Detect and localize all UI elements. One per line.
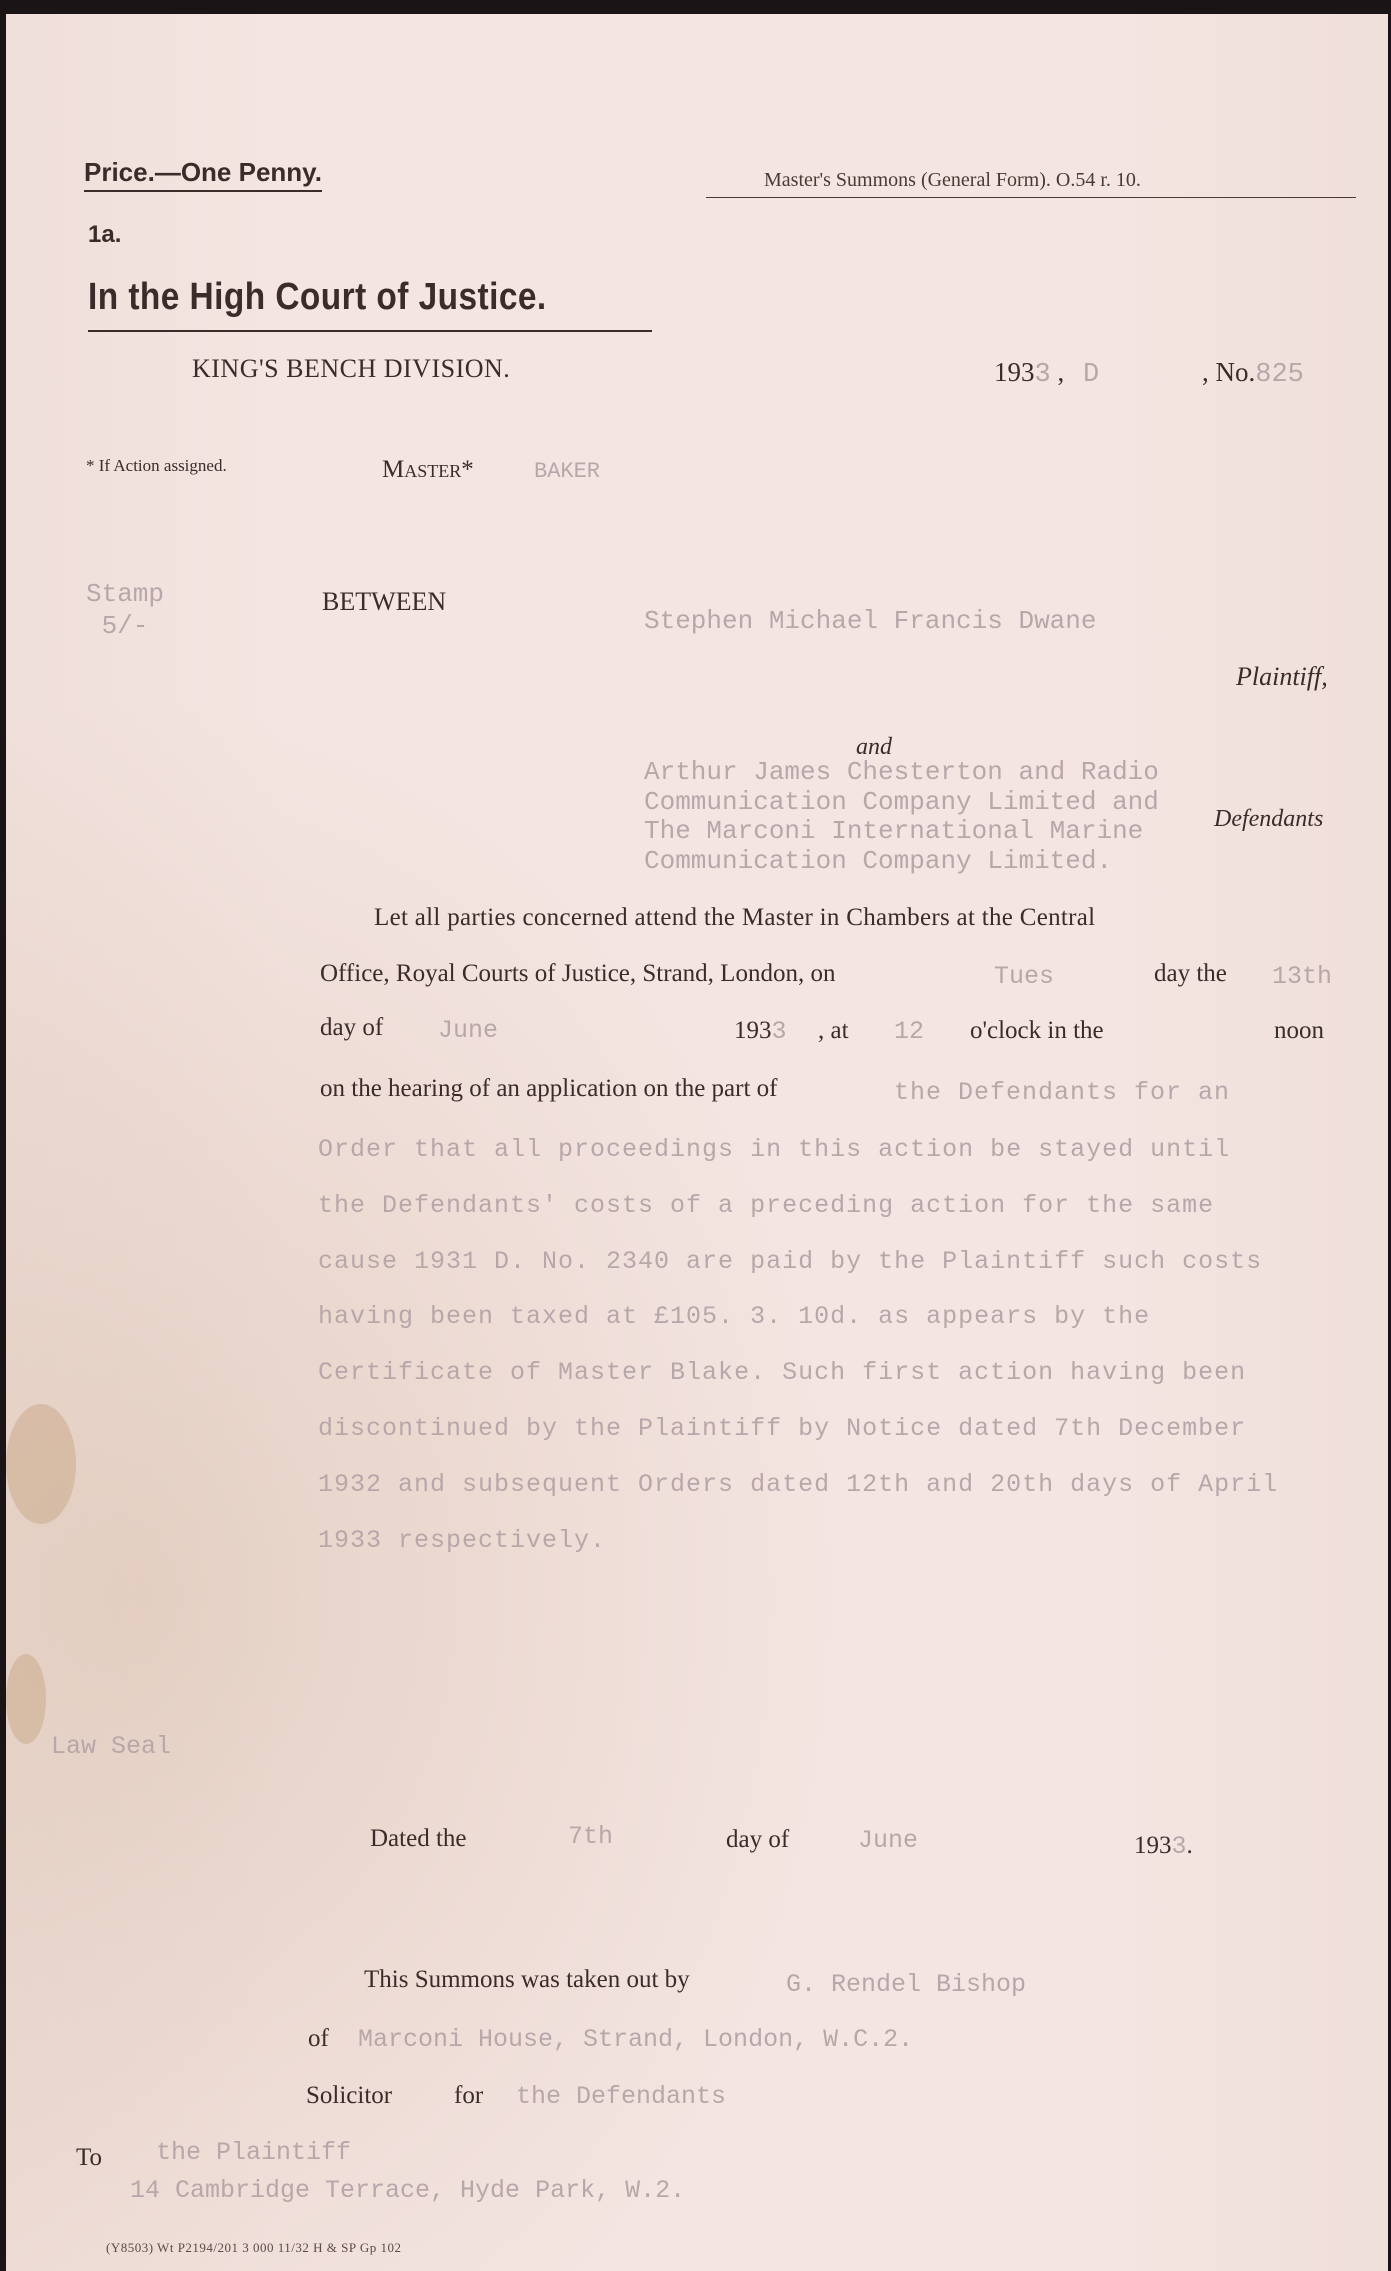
water-stain (6, 1654, 46, 1744)
dated-month-fill: June (858, 1826, 919, 1855)
solicitor-label: Solicitor (306, 2082, 393, 2109)
for-label: for (454, 2082, 484, 2109)
stamp-fee (86, 578, 164, 642)
case-letter-fill: D (1082, 360, 1100, 390)
application-line: Certificate of Master Blake. Such first action having been (318, 1358, 1247, 1388)
hour-fill: 12 (894, 1017, 925, 1046)
dated-year-fill: 3 (1171, 1832, 1187, 1861)
case-year (994, 357, 1099, 390)
to-fill-line-1: the Plaintiff (156, 2138, 352, 2167)
oclock-label: o'clock in the (970, 1017, 1104, 1044)
application-line: Order that all proceedings in this action be stayed until (318, 1135, 1231, 1164)
dated-label: Dated the (370, 1825, 467, 1852)
date-fill: 13th (1272, 962, 1333, 991)
case-comma: , (1057, 357, 1065, 387)
month-fill: June (438, 1016, 499, 1045)
case-year-prefix: 193 (994, 357, 1035, 387)
case-year-fill: 3 (1034, 360, 1051, 390)
application-line: cause 1931 D. No. 2340 are paid by the Plaintiff such costs (318, 1246, 1263, 1276)
application-text (318, 1122, 1278, 1568)
defendant-line: Arthur James Chesterton and Radio (644, 757, 1159, 787)
to-label: To (76, 2144, 103, 2171)
summons-line-1: Let all parties concerned attend the Master in Chambers at the Central (374, 904, 1096, 931)
dated-year (1134, 1832, 1193, 1861)
dated-day-fill: 7th (568, 1822, 614, 1851)
dated-day-of: day of (726, 1826, 790, 1853)
solicitor-for-fill: the Defendants (516, 2082, 727, 2111)
weekday-fill: Tues (994, 962, 1055, 991)
defendant-line: The Marconi International Marine (644, 816, 1144, 846)
defendant-line: Communication Company Limited. (644, 845, 1113, 876)
water-stain (6, 1404, 76, 1524)
dated-year-prefix: 193 (1134, 1832, 1172, 1859)
and-label: and (856, 734, 892, 760)
assigned-footnote: * If Action assigned. (86, 456, 227, 475)
master-name-fill: BAKER (534, 459, 601, 484)
form-reference: Master's Summons (General Form). O.54 r. 10. (764, 169, 1141, 191)
summons-line-2-text: Office, Royal Courts of Justice, Strand, London, on (320, 960, 836, 987)
court-title-rule (88, 330, 652, 332)
defendant-line: Communication Company Limited and (644, 786, 1159, 817)
stamp-amount: 5/- (101, 611, 149, 641)
noon-label: noon (1274, 1017, 1324, 1044)
defendant-role: Defendants (1214, 806, 1324, 832)
application-line: discontinued by the Plaintiff by Notice dated 7th December (318, 1413, 1247, 1443)
summons-line-4: on the hearing of an application on the part of (320, 1075, 778, 1102)
case-number-fill: 825 (1255, 360, 1304, 390)
plaintiff-name-fill: Stephen Michael Francis Dwane (644, 606, 1097, 636)
plaintiff-role: Plaintiff, (1236, 662, 1328, 691)
master-label: Master* (382, 456, 474, 483)
application-line: having been taxed at £105. 3. 10d. as appears by the (318, 1302, 1151, 1332)
court-title: In the High Court of Justice. (88, 276, 547, 318)
master-line (382, 456, 600, 484)
application-line: 1933 respectively. (318, 1525, 607, 1555)
to-fill-line-2: 14 Cambridge Terrace, Hyde Park, W.2. (130, 2176, 686, 2205)
of-label: of (308, 2025, 329, 2052)
dated-period: . (1186, 1832, 1193, 1859)
day-the-label: day the (1154, 960, 1227, 987)
price-label: Price.—One Penny. (84, 157, 322, 192)
solicitor-address-fill: Marconi House, Strand, London, W.C.2. (358, 2025, 914, 2054)
law-seal-label: Law Seal (51, 1732, 172, 1761)
summons-line-2 (320, 960, 835, 988)
stamp-label: Stamp (86, 579, 165, 609)
hearing-year (734, 1017, 787, 1046)
application-fill-start: the Defendants for an (894, 1078, 1231, 1107)
summons-document (6, 14, 1388, 2271)
defendant-name-fill (644, 758, 1159, 876)
solicitor-name-fill: G. Rendel Bishop (786, 1970, 1027, 1999)
form-number: 1a. (88, 221, 122, 248)
application-line: 1932 and subsequent Orders dated 12th and 20th days of April (318, 1469, 1279, 1499)
application-line: the Defendants' costs of a preceding action for the same (318, 1190, 1215, 1220)
day-of-label: day of (320, 1014, 384, 1041)
at-label: , at (818, 1017, 849, 1044)
case-number (1202, 357, 1304, 390)
between-label: BETWEEN (322, 587, 447, 616)
case-number-label: , No. (1202, 357, 1256, 387)
printer-imprint: (Y8503) Wt P2194/201 3 000 11/32 H & SP Gp 102 (106, 2240, 402, 2255)
hearing-year-prefix: 193 (734, 1017, 772, 1044)
taken-out-label: This Summons was taken out by (364, 1966, 690, 1993)
hearing-year-fill: 3 (771, 1017, 787, 1046)
division-label: KING'S BENCH DIVISION. (192, 354, 511, 383)
form-reference-rule (706, 197, 1356, 198)
